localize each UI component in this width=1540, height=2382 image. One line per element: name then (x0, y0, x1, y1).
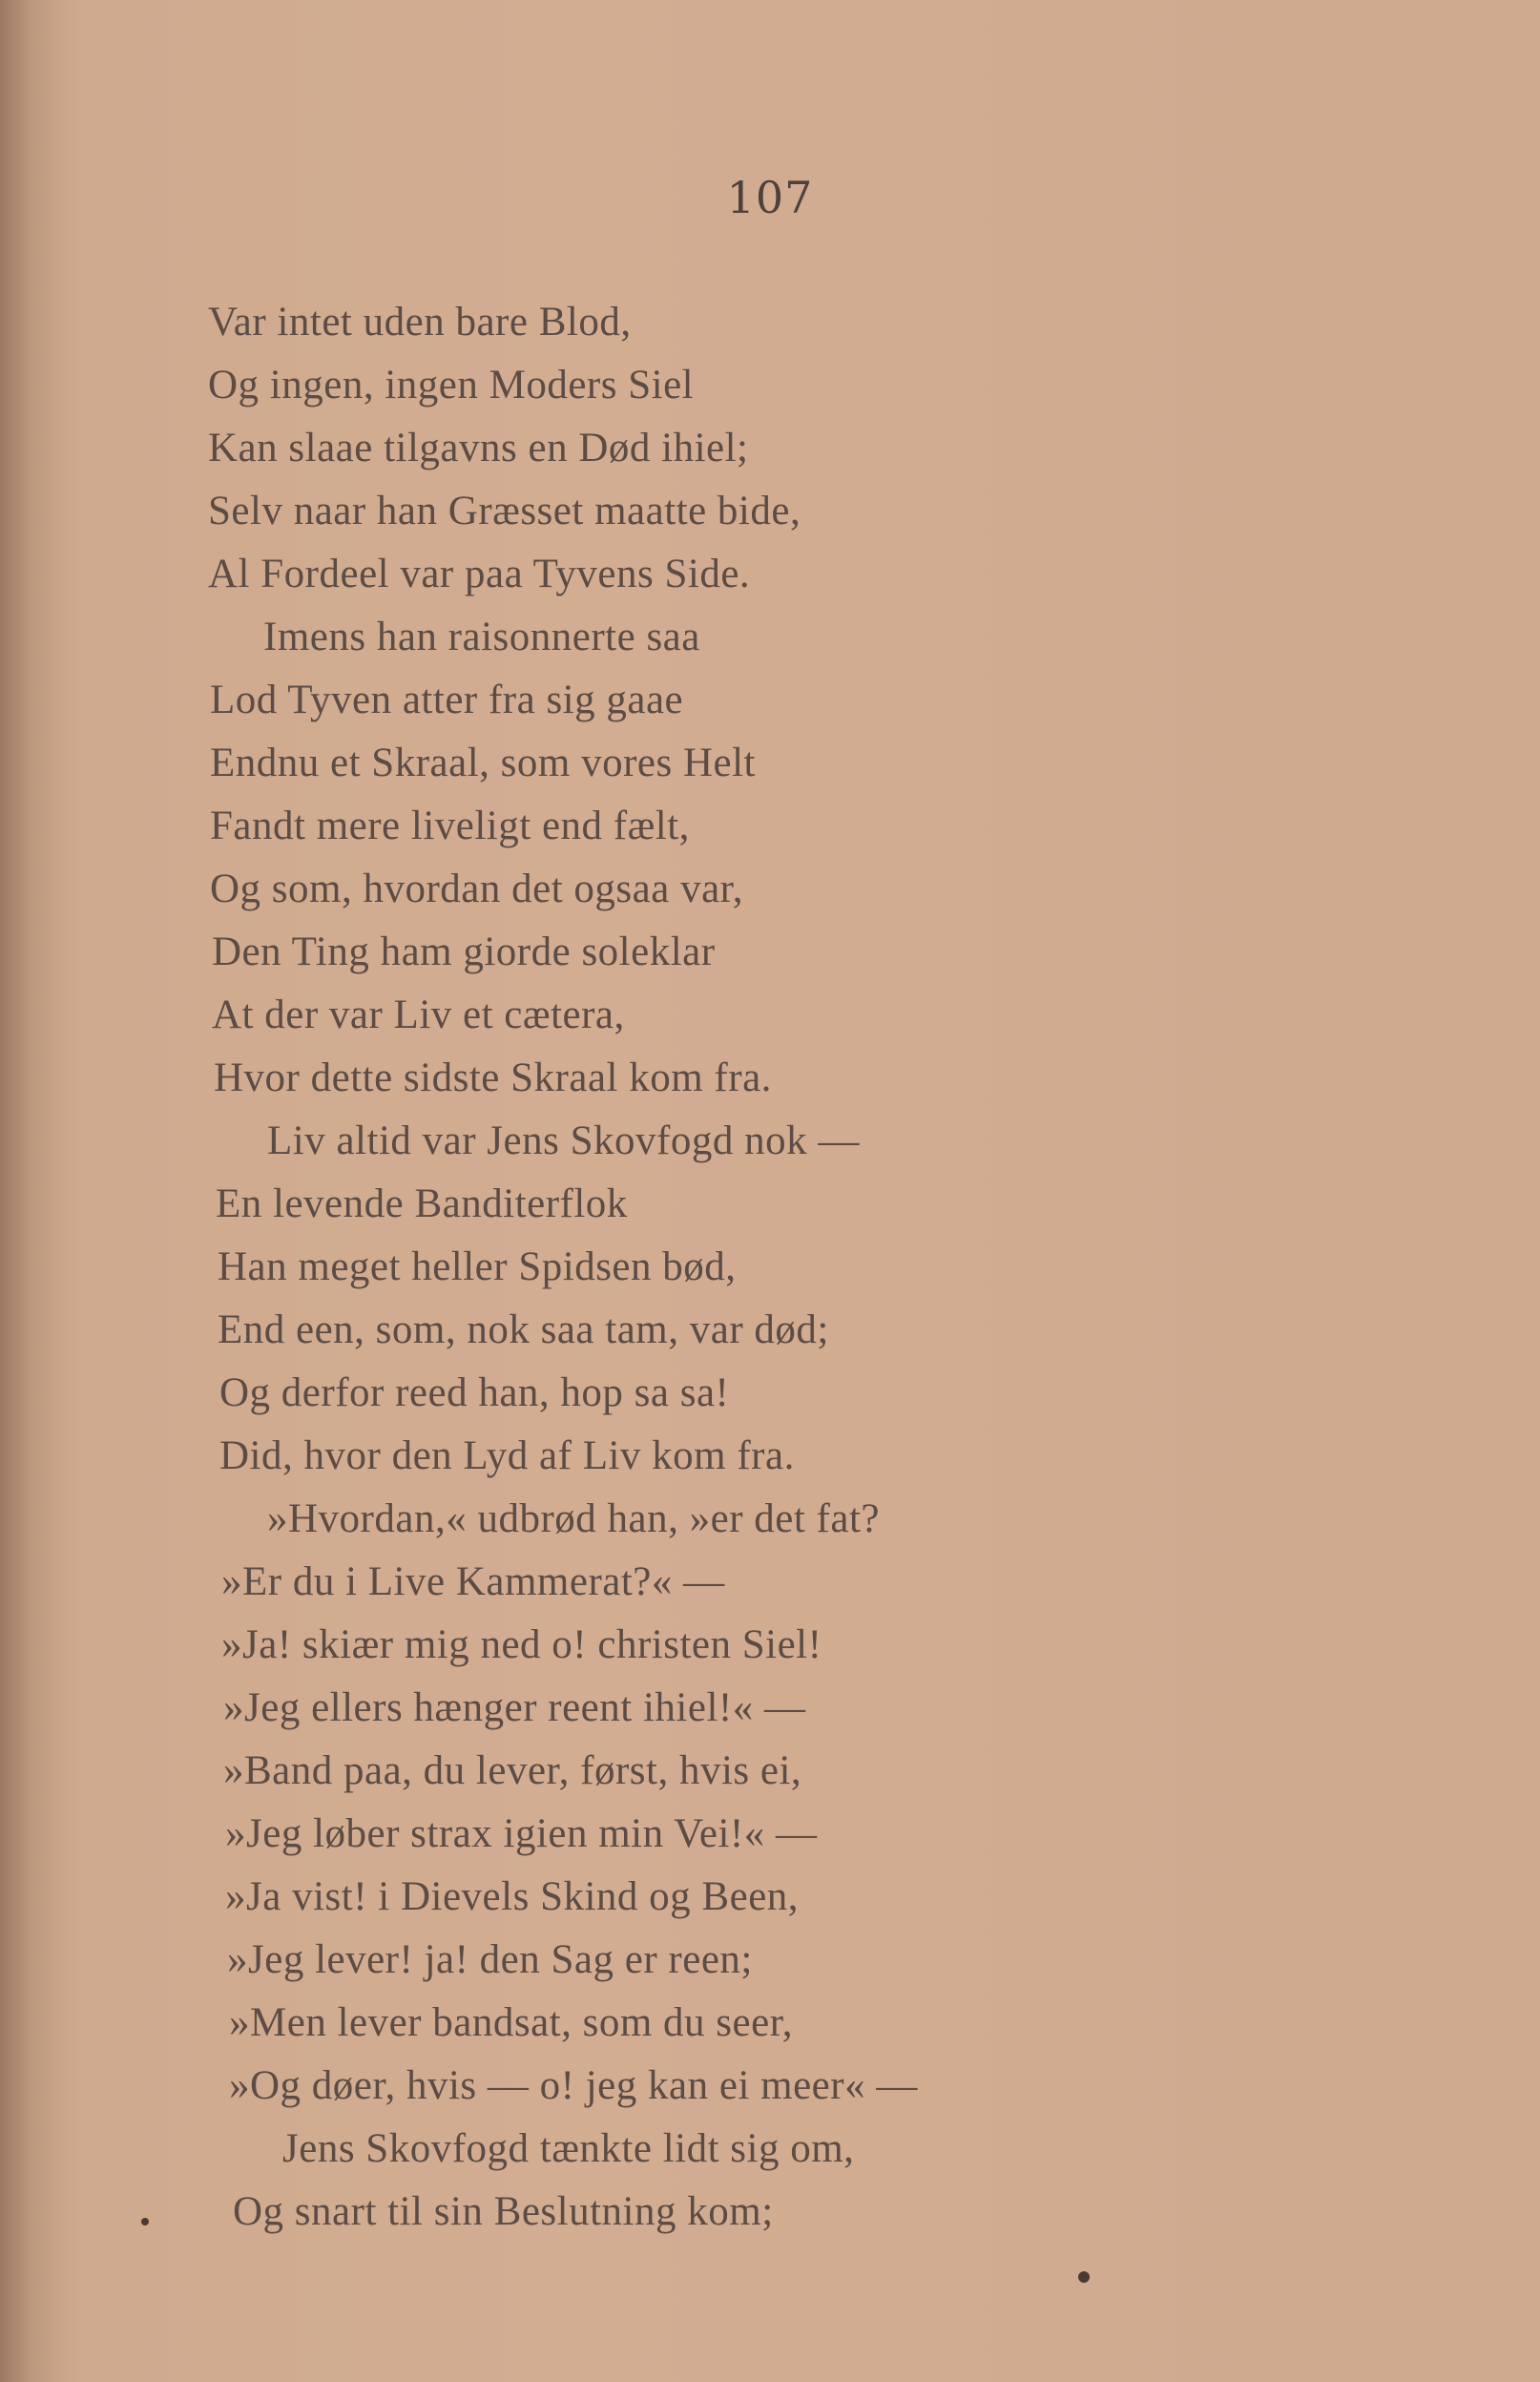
page-number: 107 (726, 172, 814, 223)
poem-line: »Hvordan,« udbrød han, »er det fat? (267, 1496, 880, 1541)
poem-line: Og snart til sin Beslutning kom; (233, 2189, 774, 2234)
poem-line: Liv altid var Jens Skovfogd nok — (267, 1118, 860, 1163)
poem-line: »Ja vist! i Dievels Skind og Been, (225, 1874, 800, 1919)
poem-line: Lod Tyven atter fra sig gaae (210, 678, 684, 722)
poem-line: Den Ting ham giorde soleklar (212, 930, 716, 974)
poem-line: »Jeg løber strax igien min Vei!« — (225, 1811, 818, 1856)
poem-line: Og ingen, ingen Moders Siel (208, 363, 695, 407)
poem-line: »Er du i Live Kammerat?« — (221, 1559, 725, 1604)
page-gutter-shadow (0, 0, 67, 2382)
poem-line: Kan slaae tilgavns en Død ihiel; (208, 426, 749, 470)
poem-line: »Og døer, hvis — o! jeg kan ei meer« — (229, 2063, 918, 2108)
poem-line: Did, hvor den Lyd af Liv kom fra. (219, 1433, 795, 1478)
poem-line: »Ja! skiær mig ned o! christen Siel! (221, 1622, 822, 1667)
poem-line: En levende Banditerflok (216, 1181, 628, 1226)
poem-line: Al Fordeel var paa Tyvens Side. (208, 552, 751, 596)
poem-line: »Jeg ellers hænger reent ihiel!« — (223, 1685, 806, 1730)
poem-line: Var intet uden bare Blod, (208, 300, 632, 345)
poem-line: Og som, hvordan det ogsaa var, (210, 867, 744, 911)
poem-line: Selv naar han Græsset maatte bide, (208, 489, 801, 533)
poem-line: »Band paa, du lever, først, hvis ei, (223, 1748, 802, 1793)
poem-line: »Men lever bandsat, som du seer, (229, 2000, 794, 2045)
poem-line: Han meget heller Spidsen bød, (218, 1244, 737, 1289)
poem-line: Fandt mere liveligt end fælt, (210, 804, 690, 848)
poem-line: Imens han raisonnerte saa (263, 615, 700, 659)
poem-line: Og derfor reed han, hop sa sa! (219, 1370, 730, 1415)
poem-line: At der var Liv et cætera, (212, 992, 625, 1037)
poem-line: »Jeg lever! ja! den Sag er reen; (227, 1937, 753, 1982)
poem-line: End een, som, nok saa tam, var død; (218, 1307, 829, 1352)
ink-speck (1078, 2271, 1090, 2283)
poem-line: Hvor dette sidste Skraal kom fra. (214, 1055, 772, 1100)
ink-speck (141, 2218, 149, 2225)
poem-line: Jens Skovfogd tænkte lidt sig om, (282, 2126, 855, 2171)
poem-line: Endnu et Skraal, som vores Helt (210, 741, 757, 785)
